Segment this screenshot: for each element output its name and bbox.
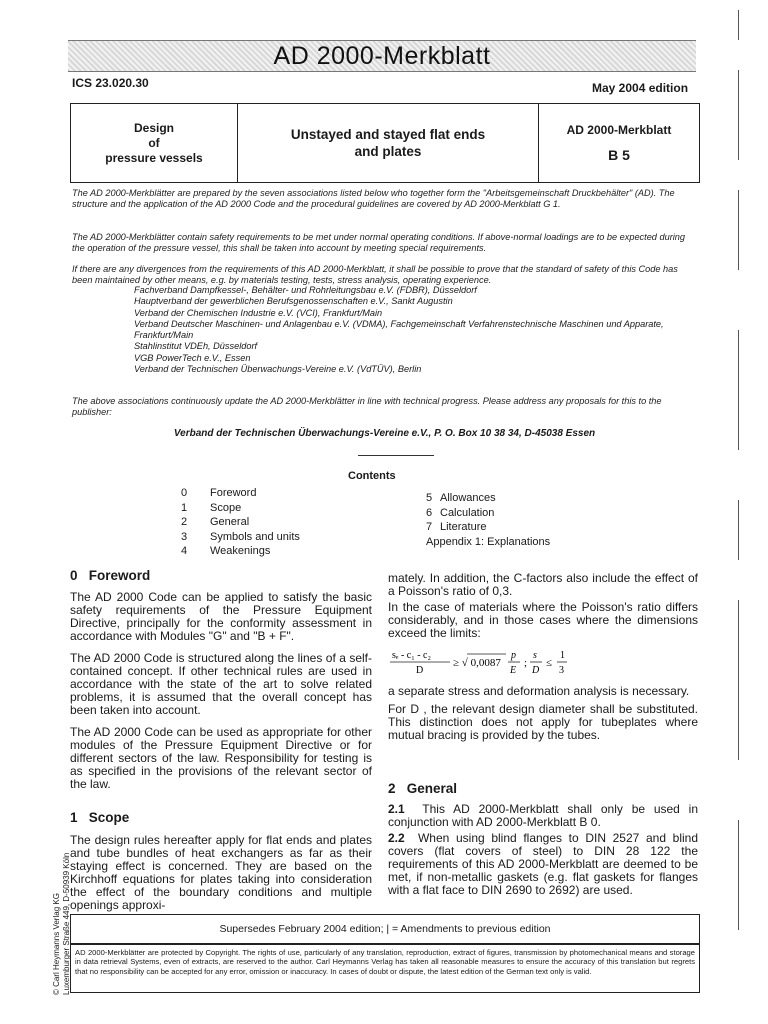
toc-number: 0 xyxy=(181,487,188,499)
series-name: AD 2000-Merkblatt xyxy=(566,123,672,137)
toc-label: Allowances xyxy=(440,492,496,504)
toc-label: Weakenings xyxy=(210,545,271,557)
toc-item xyxy=(426,506,550,521)
category-line: pressure vessels xyxy=(105,150,203,165)
toc-label: Calculation xyxy=(440,506,495,519)
scan-mark xyxy=(738,10,739,40)
formula-middle: ≥ √ 0,0087 xyxy=(453,657,501,669)
toc-label: General xyxy=(210,516,250,528)
toc-number: 5 xyxy=(426,492,433,504)
toc-number: 6 xyxy=(426,506,433,519)
association-item: Verband der Technischen Überwachungs-Vereine e.V. (VdTÜV), Berlin xyxy=(134,364,422,375)
toc-label: Foreword xyxy=(210,487,257,499)
toc-item xyxy=(181,544,300,559)
toc-item xyxy=(181,501,300,516)
contents-heading: Contents xyxy=(348,470,396,482)
toc-number: 1 xyxy=(181,501,188,514)
toc-item xyxy=(181,530,300,545)
imprint-line: Luxemburger Straße 449, D-50939 Köln xyxy=(62,852,71,995)
section-heading-general xyxy=(388,781,457,796)
publisher-side-imprint xyxy=(52,775,72,995)
category-cell xyxy=(71,104,238,182)
category-line: Design xyxy=(133,120,174,135)
association-item: Verband Deutscher Maschinen- und Anlagenbau e.V. (VDMA), Fachgemeinschaft Verfahrenstechnische Maschinen und Apparate, Frankfurt/Main xyxy=(134,318,664,341)
formula-p: p xyxy=(511,650,516,661)
document-code: B 5 xyxy=(608,147,630,163)
toc-item xyxy=(426,535,550,550)
section-number: 0 xyxy=(70,568,78,583)
intro-paragraph: The above associations continuously update the AD 2000-Merkblätter in line with technical progress. Please address any proposals for this to the publisher: xyxy=(72,396,662,417)
toc-number: 4 xyxy=(181,545,188,557)
clause-text: This AD 2000-Merkblatt shall only be used in conjunction with AD 2000-Merkblatt B 0. xyxy=(388,802,698,829)
body-paragraph: For D , the relevant design diameter shall be substituted. This distinction does not apply for tubeplates where mutual bracing is provided by the tubes. xyxy=(388,702,698,742)
clause-2-1 xyxy=(388,803,698,829)
document-title-line: and plates xyxy=(354,144,422,159)
title-box xyxy=(70,103,700,183)
toc-item xyxy=(181,486,300,501)
formula-lhs-denominator: D xyxy=(416,665,424,676)
intro-paragraph: If there are any divergences from the requirements of this AD 2000-Merkblatt, it shall be possible to prove that the standard of safety of this Code has been maintained by other means, e.g. by materials testing, tests, stress analysis, operating experience. xyxy=(72,264,678,285)
scan-mark xyxy=(738,600,739,760)
section-heading-foreword xyxy=(70,568,150,583)
body-paragraph: a separate stress and deformation analysis is necessary. xyxy=(388,684,690,698)
series-code-cell xyxy=(539,104,699,182)
toc-right-column xyxy=(426,491,550,549)
formula-D: D xyxy=(532,665,540,676)
scan-mark xyxy=(738,500,739,560)
section-number: 1 xyxy=(70,810,78,825)
association-item: Hauptverband der gewerblichen Berufsgenossenschaften e.V., Sankt Augustin xyxy=(134,296,453,307)
copyright-box xyxy=(70,944,700,993)
imprint-line: © Carl Heymanns Verlag KG xyxy=(52,893,61,995)
scan-edge-marks xyxy=(738,0,750,1024)
toc-number: 2 xyxy=(181,516,188,528)
section-number: 2 xyxy=(388,781,396,796)
section-title: Foreword xyxy=(88,568,151,583)
association-item: Verband der Chemischen Industrie e.V. (VCI), Frankfurt/Main xyxy=(134,307,383,318)
toc-number: 7 xyxy=(426,521,433,533)
formula-one: 1 xyxy=(560,650,565,661)
body-paragraph: The design rules hereafter apply for flat ends and plates and tube bundles of heat exchangers as far as their staying effect is concerned. They are based on the Kirchhoff equations for plates taking into consideration the effect of the boundary conditions and multiple openings approxi- xyxy=(70,833,372,912)
body-paragraph: mately. In addition, the C-factors also include the effect of a Poisson's ratio of 0,3. xyxy=(388,571,698,598)
scan-mark xyxy=(738,70,739,160)
toc-label: Scope xyxy=(210,501,242,514)
publisher-address: Verband der Technischen Überwachungs-Vereine e.V., P. O. Box 10 38 34, D-45038 Essen xyxy=(173,428,596,439)
formula-three: 3 xyxy=(559,665,564,676)
ics-code: ICS 23.020.30 xyxy=(72,76,149,90)
document-title-cell xyxy=(238,104,539,182)
scan-mark xyxy=(738,190,739,270)
document-title-line: Unstayed and stayed flat ends xyxy=(290,127,486,142)
supersedes-note: Supersedes February 2004 edition; | = Amendments to previous edition xyxy=(70,914,700,944)
association-item: VGB PowerTech e.V., Essen xyxy=(134,352,251,363)
formula-separator: ; xyxy=(524,657,528,669)
toc-number: 3 xyxy=(181,530,188,543)
section-heading-scope xyxy=(70,810,129,825)
formula-le: ≤ xyxy=(546,657,553,669)
body-paragraph: In the case of materials where the Poisson's ratio differs considerably, and in those cases where the dimensions exceed the limits: xyxy=(388,600,698,640)
section-title: Scope xyxy=(88,810,130,825)
category-line: of xyxy=(148,135,160,150)
clause-number: 2.2 xyxy=(388,831,405,845)
divider xyxy=(358,455,434,456)
toc-item xyxy=(426,491,550,506)
clause-number: 2.1 xyxy=(388,802,405,816)
header-banner xyxy=(68,40,696,72)
intro-paragraph: The AD 2000-Merkblätter contain safety requirements to be met under normal operating conditions. If above-normal loadings are to be expected during the operation of the pressure vessel, this shall be taken into account by meeting special requirements. xyxy=(72,232,686,253)
limit-formula xyxy=(390,648,700,678)
copyright-notice: AD 2000-Merkblätter are protected by Copyright. The rights of use, particularly of any translation, reproduction, extract of figures, transmission by photomechanical means and storage in data retrieval Systems, even of extracts, are reserved to the author. Carl Heymanns Verlag has taken all reasonable measures to ensure the accuracy of this translation but regrets that no responsibility can be accepted for any error, omission or inaccuracy. In cases of doubt or dispute, the latest edition of the German text only is valid. xyxy=(75,948,695,976)
associations-list xyxy=(134,285,699,375)
association-item: Stahlinstitut VDEh, Düsseldorf xyxy=(134,341,258,352)
scan-mark xyxy=(738,820,739,930)
clause-2-2 xyxy=(388,832,698,897)
body-paragraph: The AD 2000 Code can be used as appropriate for other modules of the Pressure Equipment Directive or for different sectors of the law. Responsibility for testing is as specified in the provisions of the relevant sector of the law. xyxy=(70,725,372,791)
scan-mark xyxy=(738,330,739,450)
formula-lhs-numerator: sₑ - c₁ - c₂ xyxy=(392,650,431,661)
intro-paragraph: The AD 2000-Merkblätter are prepared by the seven associations listed below who together form the "Arbeitsgemeinschaft Druckbehälter" (AD). The structure and the application of the AD 2000 Code and the procedural guidelines are covered by AD 2000-Merkblatt G 1. xyxy=(72,188,675,209)
edition-date: May 2004 edition xyxy=(592,81,689,95)
association-item: Fachverband Dampfkessel-, Behälter- und Rohrleitungsbau e.V. (FDBR), Düsseldorf xyxy=(134,285,477,295)
formula-E: E xyxy=(510,665,517,676)
body-paragraph: The AD 2000 Code is structured along the lines of a self-contained concept. If other technical rules are used in accordance with the state of the art to solve related problems, it is assumed that the overall concept has been taken into account. xyxy=(70,651,372,717)
toc-item xyxy=(426,520,550,535)
toc-item xyxy=(181,515,300,530)
section-title: General xyxy=(406,781,458,796)
toc-label: Literature xyxy=(440,521,487,533)
document-series-title: AD 2000-Merkblatt xyxy=(273,42,491,70)
body-paragraph: The AD 2000 Code can be applied to satisfy the basic safety requirements of the Pressure Equipment Directive, principally for the conformity assessment in accordance with Modules "G" and "B + F". xyxy=(70,590,372,643)
toc-left-column xyxy=(181,486,300,559)
toc-label: Appendix 1: Explanations xyxy=(426,535,551,548)
formula-s: s xyxy=(533,650,537,661)
clause-text: When using blind flanges to DIN 2527 and blind covers (flat covers of steel) to DIN 28 122 the requirements of this AD 2000-Merkblatt are deemed to be met, if non-metallic gaskets (e.g. flat gaskets for flanges with a flat face to DIN 2690 to 2692) are used. xyxy=(388,831,698,897)
toc-label: Symbols and units xyxy=(210,530,300,543)
